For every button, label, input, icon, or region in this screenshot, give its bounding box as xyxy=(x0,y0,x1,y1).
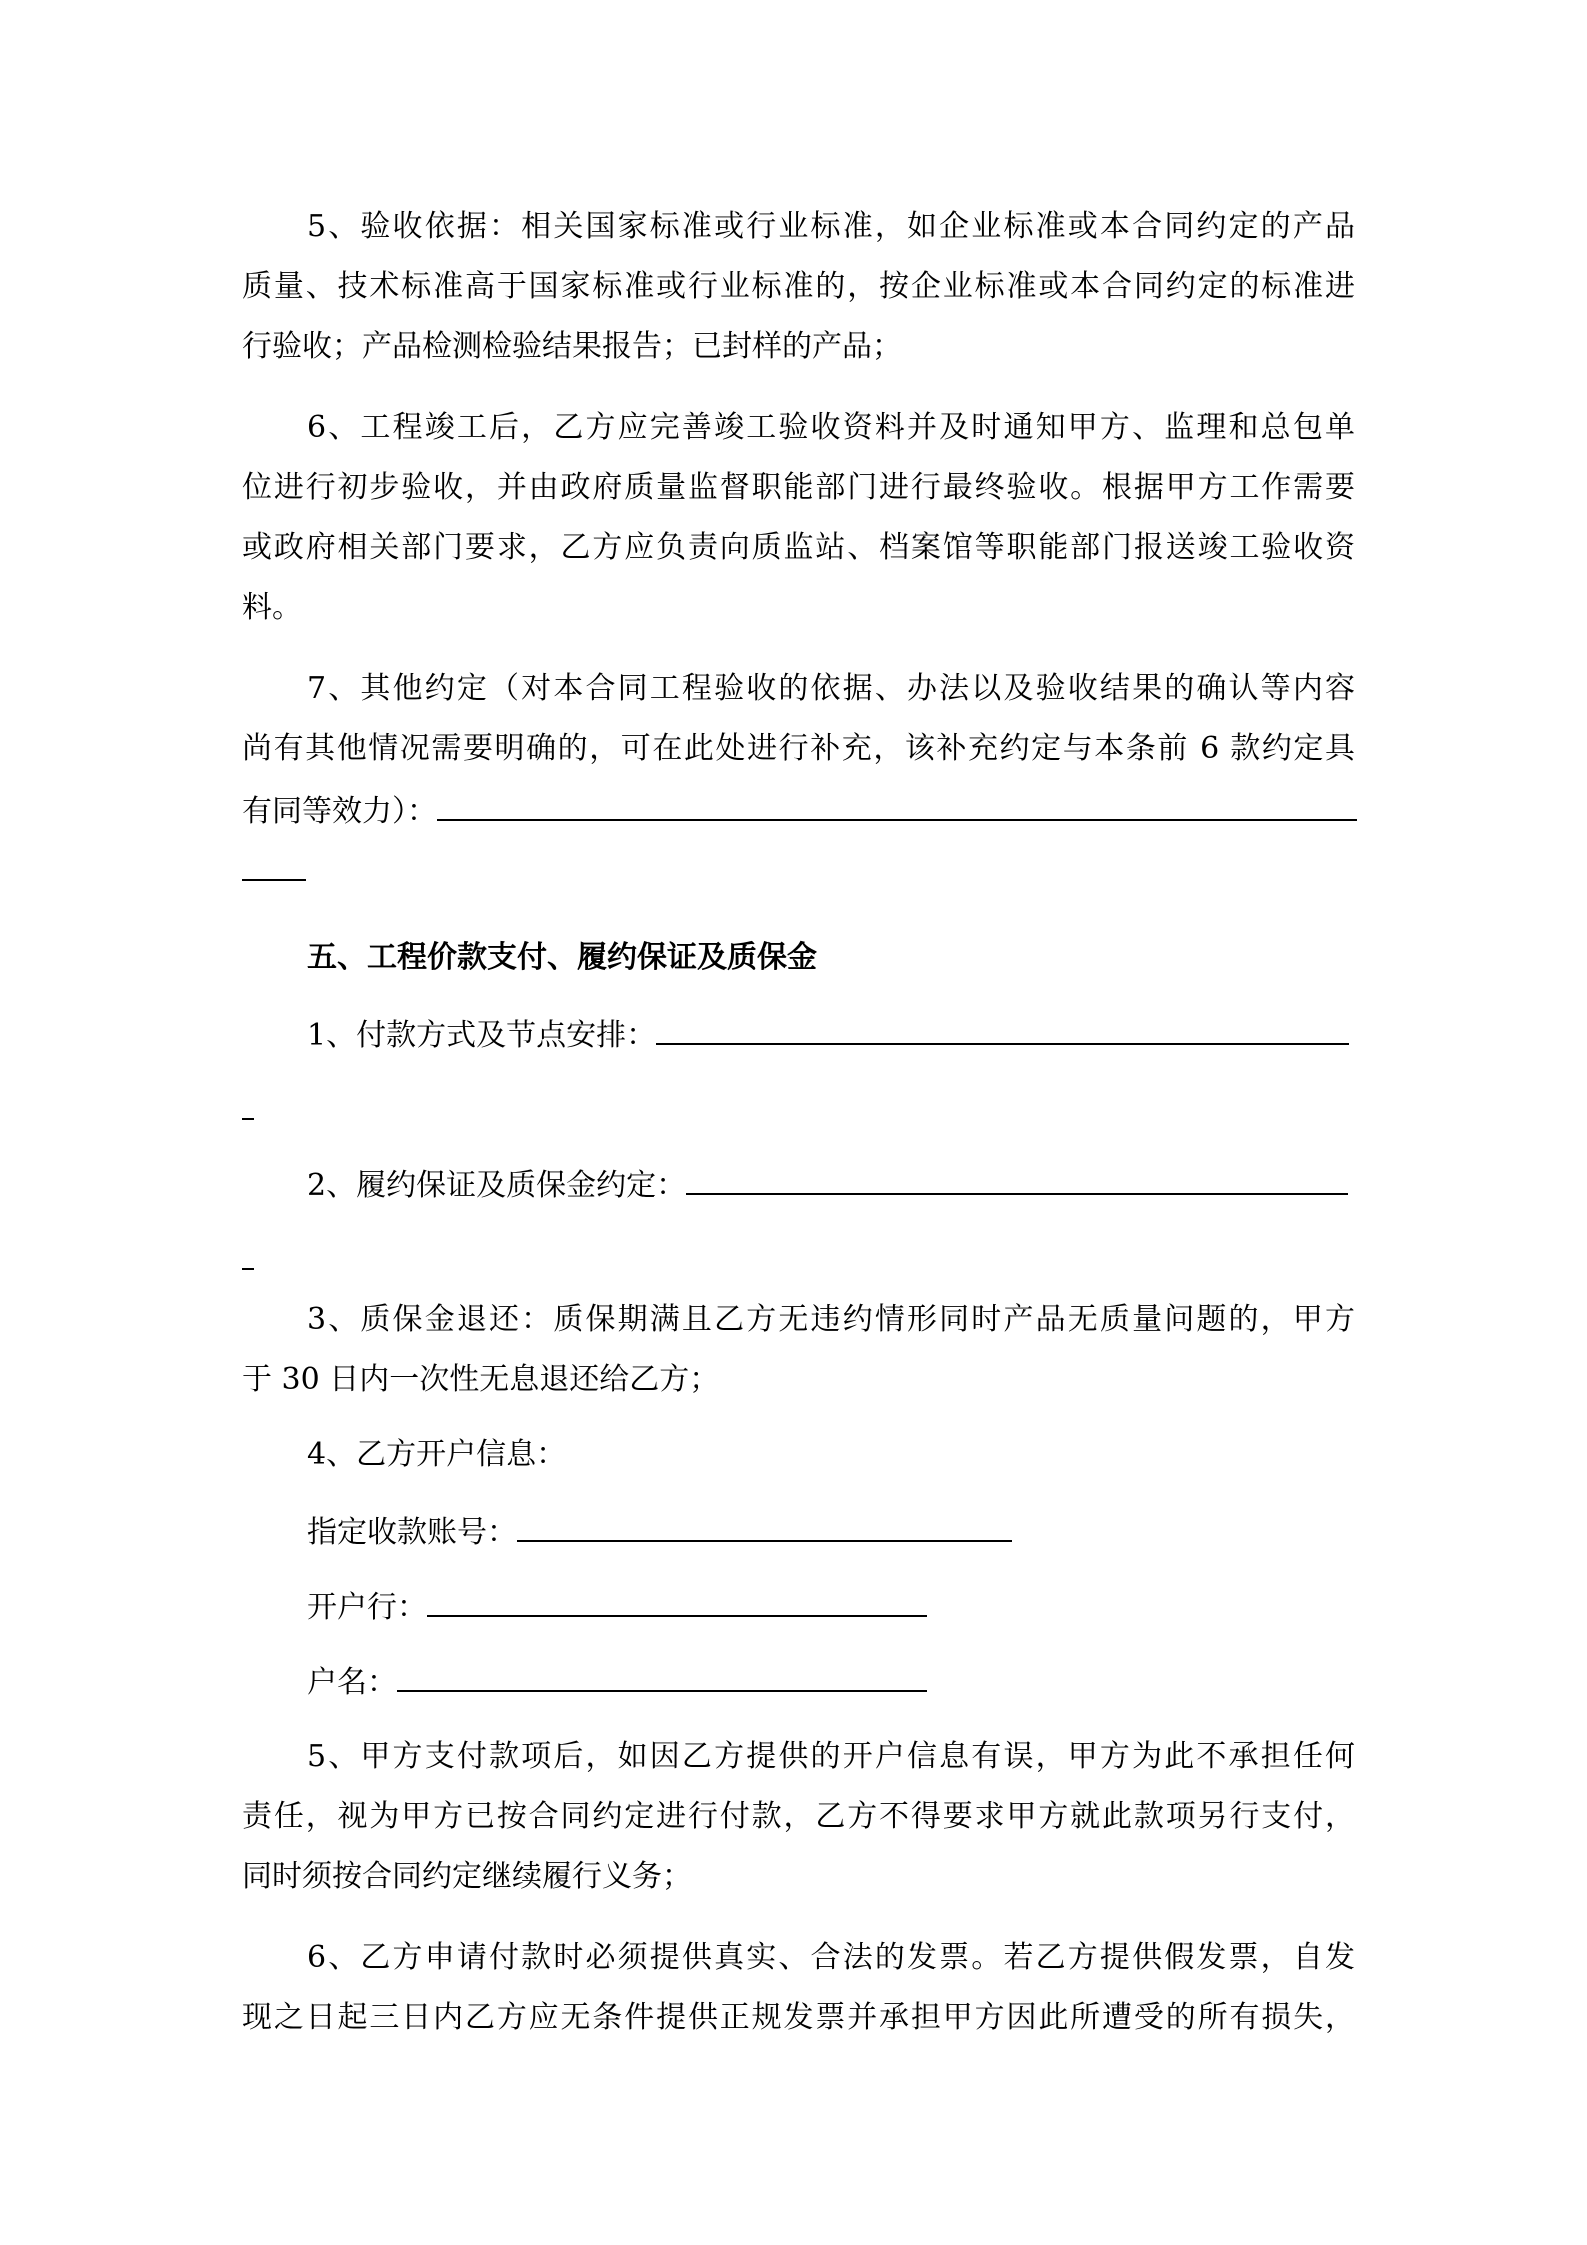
bank-blank[interactable] xyxy=(427,1585,927,1617)
clause-7-line-3-text: 有同等效力）： xyxy=(242,794,437,829)
clause-7-line-2: 尚有其他情况需要明确的，可在此处进行补充，该补充约定与本条前 6 款约定具 xyxy=(242,731,1355,766)
other-terms-blank[interactable] xyxy=(437,789,1357,821)
clause-6-line-1: 6、工程竣工后，乙方应完善竣工验收资料并及时通知甲方、监理和总包单 xyxy=(307,410,1355,445)
guarantee-blank-continuation xyxy=(242,1238,254,1278)
payment-method-line xyxy=(307,1013,1349,1053)
item-5-line-3: 同时须按合同约定继续履行义务； xyxy=(242,1859,692,1894)
item-5-line-2: 责任，视为甲方已按合同约定进行付款，乙方不得要求甲方就此款项另行支付， xyxy=(242,1799,1355,1834)
item-5-line-1: 5、甲方支付款项后，如因乙方提供的开户信息有误，甲方为此不承担任何 xyxy=(307,1739,1355,1774)
account-info-heading: 4、乙方开户信息： xyxy=(307,1437,567,1472)
account-name-blank[interactable] xyxy=(397,1660,927,1692)
account-number-label: 指定收款账号： xyxy=(307,1515,517,1550)
section-title: 五、工程价款支付、履约保证及质保金 xyxy=(307,940,817,975)
guarantee-label: 2、履约保证及质保金约定： xyxy=(307,1168,687,1203)
payment-method-blank-continuation xyxy=(242,1088,254,1128)
payment-method-blank-cont[interactable] xyxy=(242,1088,254,1120)
retention-refund-line-1: 3、质保金退还：质保期满且乙方无违约情形同时产品无质量问题的，甲方 xyxy=(307,1302,1355,1337)
payment-method-label: 1、付款方式及节点安排： xyxy=(307,1018,657,1053)
item-6-line-2: 现之日起三日内乙方应无条件提供正规发票并承担甲方因此所遭受的所有损失， xyxy=(242,2000,1355,2035)
guarantee-line xyxy=(307,1163,1348,1203)
clause-7-line-3 xyxy=(242,789,1357,829)
clause-7-blank-continuation xyxy=(242,849,306,889)
account-name-label: 户名： xyxy=(307,1665,397,1700)
guarantee-blank[interactable] xyxy=(686,1163,1348,1195)
payment-method-blank[interactable] xyxy=(656,1013,1349,1045)
account-number-blank[interactable] xyxy=(517,1510,1012,1542)
clause-6-line-3: 或政府相关部门要求，乙方应负责向质监站、档案馆等职能部门报送竣工验收资 xyxy=(242,530,1355,565)
bank-label: 开户行： xyxy=(307,1590,427,1625)
clause-5-line-3: 行验收；产品检测检验结果报告；已封样的产品； xyxy=(242,329,902,364)
guarantee-blank-cont[interactable] xyxy=(242,1238,254,1270)
clause-7-line-1: 7、其他约定（对本合同工程验收的依据、办法以及验收结果的确认等内容 xyxy=(307,671,1355,706)
bank-line xyxy=(307,1585,927,1625)
retention-refund-line-2: 于 30 日内一次性无息退还给乙方； xyxy=(242,1362,720,1397)
account-name-line xyxy=(307,1660,927,1700)
other-terms-blank-cont[interactable] xyxy=(242,849,306,881)
clause-6-line-4: 料。 xyxy=(242,590,302,625)
clause-6-line-2: 位进行初步验收，并由政府质量监督职能部门进行最终验收。根据甲方工作需要 xyxy=(242,470,1355,505)
item-6-line-1: 6、乙方申请付款时必须提供真实、合法的发票。若乙方提供假发票，自发 xyxy=(307,1940,1355,1975)
account-number-line xyxy=(307,1510,1012,1550)
clause-5-line-2: 质量、技术标准高于国家标准或行业标准的，按企业标准或本合同约定的标准进 xyxy=(242,269,1355,304)
clause-5-line-1: 5、验收依据：相关国家标准或行业标准，如企业标准或本合同约定的产品 xyxy=(307,209,1355,244)
